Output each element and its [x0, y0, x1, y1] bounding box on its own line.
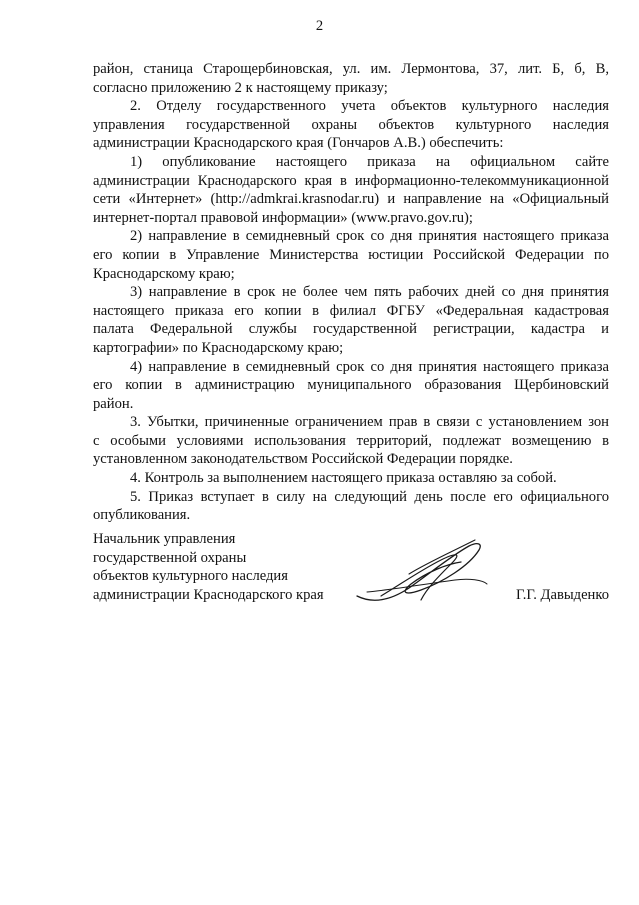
signature-block: [93, 530, 609, 610]
paragraph-2-line: 2. Отделу государственного учета объектов культурного наследия: [130, 98, 609, 115]
subitem-4-line: 4) направление в семидневный срок со дня принятия настоящего приказа: [130, 358, 609, 375]
body-line: администрации Краснодарского края в информационно-телекоммуникационной: [93, 172, 609, 189]
paragraph-3-line: 3. Убытки, причиненные ограничением прав в связи с установлением зон: [130, 414, 609, 431]
body-line: администрации Краснодарского края (Гончаров А.В.) обеспечить:: [93, 135, 504, 152]
signatory-position-line: государственной охраны: [93, 549, 247, 566]
body-line: картографии» по Краснодарскому краю;: [93, 339, 344, 356]
body-line: установленном законодательством Российской Федерации порядке.: [93, 451, 513, 468]
body-line: Краснодарскому краю;: [93, 265, 235, 282]
body-line: опубликования.: [93, 507, 191, 524]
body-line: его копии в Управление Министерства юстиции Российской Федерации по: [93, 246, 609, 263]
body-line: район.: [93, 395, 134, 412]
body-line: с особыми условиями использования территорий, подлежат возмещению в: [93, 432, 609, 449]
handwritten-signature: [351, 534, 491, 614]
body-line: его копии в администрацию муниципального образования Щербиновский: [93, 377, 609, 394]
body-line: район, станица Старощербиновская, ул. им. Лермонтова, 37, лит. Б, б, В,: [93, 61, 609, 77]
body-line: палата Федеральной службы государственной регистрации, кадастра и: [93, 321, 609, 338]
signatory-position-line: объектов культурного наследия: [93, 568, 288, 585]
paragraph-5-line: 5. Приказ вступает в силу на следующий день после его официального: [130, 488, 609, 505]
subitem-3-line: 3) направление в срок не более чем пять рабочих дней со дня принятия: [130, 284, 609, 301]
paragraph-4-line: 4. Контроль за выполнением настоящего приказа оставляю за собой.: [130, 470, 557, 487]
body-line: согласно приложению 2 к настоящему приказу;: [93, 79, 388, 96]
document-body: [93, 60, 609, 525]
subitem-2-line: 2) направление в семидневный срок со дня принятия настоящего приказа: [130, 228, 609, 245]
page-number: 2: [315, 18, 324, 34]
signatory-position-line: администрации Краснодарского края: [93, 586, 324, 603]
signatory-name: Г.Г. Давыденко: [515, 586, 609, 603]
body-line: управления государственной охраны объектов культурного наследия: [93, 116, 609, 133]
body-line: интернет-портал правовой информации» (www.pravo.gov.ru);: [93, 209, 473, 226]
subitem-1-line: 1) опубликование настоящего приказа на официальном сайте: [130, 153, 609, 170]
body-line: сети «Интернет» (http://admkrai.krasnodar.ru) и направление на «Официальный: [93, 191, 609, 208]
body-line: настоящего приказа его копии в филиал ФГБУ «Федеральная кадастровая: [93, 302, 609, 319]
signatory-position-line: Начальник управления: [93, 531, 236, 547]
